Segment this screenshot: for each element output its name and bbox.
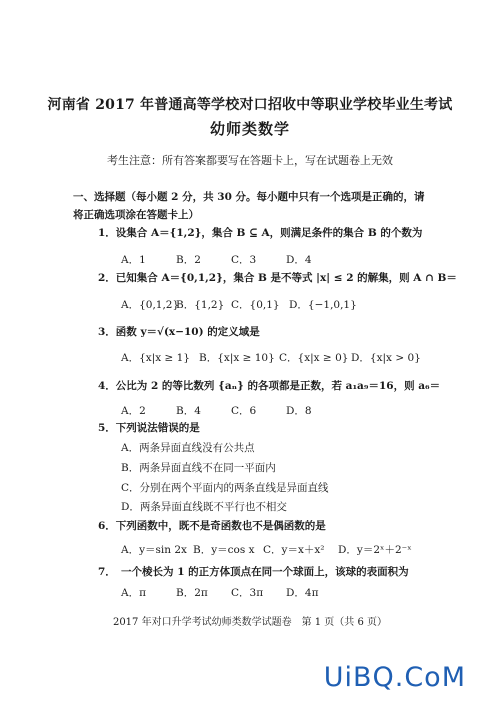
q6-option-c: C．y＝x＋x²	[263, 544, 325, 556]
page-footer: 2017 年对口升学考试幼师类数学试题卷 第 1 页（共 6 页）	[112, 617, 388, 628]
q6-option-a: A．y＝sin 2x	[121, 544, 187, 556]
exam-subtitle: 幼师类数学	[209, 120, 290, 138]
q7-option-b: B．2π	[176, 587, 208, 599]
q2-option-c: C．{0,1}	[231, 299, 280, 311]
q3-option-d: D．{x|x > 0}	[351, 352, 421, 364]
section-heading: 一、选择题（每小题 2 分，共 30 分。每小题中只有一个选项是正确的，请将正确选项涂在答题卡上）	[73, 191, 425, 221]
question-4-options	[121, 403, 312, 418]
question-5-stem: 5．下列说法错误的是	[98, 422, 200, 434]
exam-title: 河南省 2017 年普通高等学校对口招收中等职业学校毕业生考试	[47, 97, 453, 113]
question-4-stem: 4．公比为 2 的等比数列 {aₙ} 的各项都是正数，若 a₁a₉＝16，则 a₆＝	[98, 380, 441, 392]
question-6-options	[121, 542, 412, 557]
exam-notice: 考生注意：所有答案都要写在答题卡上，写在试题卷上无效	[107, 154, 393, 167]
q6-option-b: B．y＝cos x	[193, 544, 255, 556]
q1-option-c: C．3	[231, 254, 257, 266]
q7-option-c: C．3π	[231, 587, 264, 599]
question-3-stem: 3．函数 y＝√(x−10) 的定义域是	[98, 326, 260, 338]
question-1-stem: 1．设集合 A＝{1,2}，集合 B ⊆ A，则满足条件的集合 B 的个数为	[98, 227, 423, 239]
q5-option-c: C．分别在两个平面内的两条直线是异面直线	[121, 482, 329, 494]
question-6-stem: 6．下列函数中，既不是奇函数也不是偶函数的是	[98, 520, 326, 532]
q2-option-d: D．{−1,0,1}	[289, 299, 357, 311]
q4-option-b: B．4	[176, 405, 201, 417]
q7-option-d: D．4π	[286, 587, 319, 599]
question-1-options	[121, 252, 312, 267]
q2-option-a: A．{0,1,2}	[121, 299, 180, 311]
q1-option-b: B．2	[176, 254, 201, 266]
q3-option-a: A．{x|x ≥ 1}	[121, 352, 190, 364]
question-2-options	[121, 297, 357, 312]
q7-option-a: A．π	[121, 587, 146, 599]
q5-option-d: D．两条异面直线既不平行也不相交	[121, 501, 287, 513]
q1-option-a: A．1	[121, 254, 146, 266]
question-3-options	[121, 350, 421, 365]
q1-option-d: D．4	[286, 254, 312, 266]
q4-option-c: C．6	[231, 405, 257, 417]
question-7-stem: 7． 一个棱长为 1 的正方体顶点在同一个球面上，该球的表面积为	[98, 566, 409, 578]
q2-option-b: B．{1,2}	[176, 299, 225, 311]
q3-option-c: C．{x|x ≥ 0}	[279, 352, 349, 364]
q5-option-a: A．两条异面直线没有公共点	[121, 442, 255, 454]
question-2-stem: 2．已知集合 A＝{0,1,2}，集合 B 是不等式 |x| ≤ 2 的解集，则 A ∩ B＝	[98, 272, 457, 284]
site-watermark: UiBQ.CoM	[323, 662, 466, 693]
q3-option-b: B．{x|x ≥ 10}	[199, 352, 275, 364]
question-7-options	[121, 585, 319, 600]
q5-option-b: B．两条异面直线不在同一平面内	[121, 462, 276, 474]
q4-option-d: D．8	[286, 405, 312, 417]
q6-option-d: D．y＝2ˣ＋2⁻ˣ	[338, 544, 412, 556]
q4-option-a: A．2	[121, 405, 146, 417]
